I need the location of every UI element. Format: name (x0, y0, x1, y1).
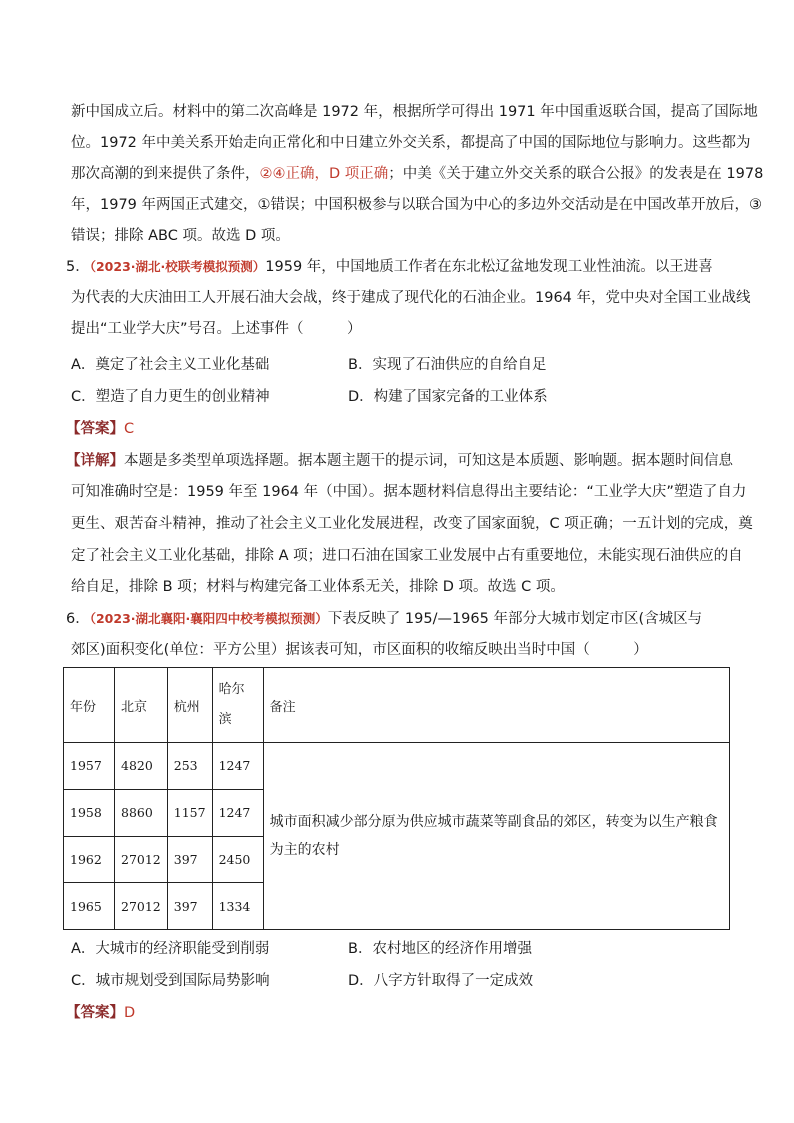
question-source: （2023·湖北·校联考模拟预测） (89, 259, 266, 274)
table-cell: 1247 (212, 743, 263, 790)
table-cell: 397 (167, 836, 212, 883)
header-cell: 年份 (64, 668, 115, 743)
answer-line (66, 419, 134, 439)
header-cell: 北京 (115, 668, 168, 743)
answer-label: 【答案】 (66, 1005, 124, 1021)
table-cell: 8860 (115, 789, 168, 836)
question-text: 下表反映了 195/—1965 年部分大城市划定市区(含城区与 (327, 611, 703, 627)
detail-line: 定了社会主义工业化基础，排除 A 项；进口石油在国家工业发展中占有重要地位，未能实现石油供应的自 (71, 548, 743, 564)
table-note-cell: 城市面积减少部分原为供应城市蔬菜等副食品的郊区，转变为以生产粮食为主的农村 (263, 743, 729, 930)
option-c: C．城市规划受到国际局势影响 (71, 973, 270, 989)
table-cell: 1958 (64, 789, 115, 836)
header-cell: 哈尔滨 (212, 668, 263, 743)
header-cell: 杭州 (167, 668, 212, 743)
option-b: B．农村地区的经济作用增强 (348, 941, 532, 957)
option-d: D．构建了国家完备的工业体系 (348, 389, 548, 405)
detail-label: 【详解】 (66, 453, 124, 469)
table-cell: 2450 (212, 836, 263, 883)
question-line: 郊区)面积变化(单位：平方公里）据该表可知，市区面积的收缩反映出当时中国（ ） (71, 642, 648, 658)
table-cell: 397 (167, 883, 212, 930)
explanation-line (71, 164, 763, 184)
table-cell: 27012 (115, 883, 168, 930)
table-cell: 1334 (212, 883, 263, 930)
question-line: 提出“工业学大庆”号召。上述事件（ ） (71, 321, 362, 337)
answer-line (66, 1003, 135, 1023)
option-a: A．奠定了社会主义工业化基础 (71, 357, 270, 373)
explanation-text: 那次高潮的到来提供了条件， (71, 166, 260, 182)
table-row (64, 743, 730, 790)
question-5-stem (66, 257, 713, 277)
option-a: A．大城市的经济职能受到削弱 (71, 941, 270, 957)
option-b: B．实现了石油供应的自给自足 (348, 357, 547, 373)
detail-line: 可知准确时空是：1959 年至 1964 年（中国）。据本题材料信息得出主要结论：“工业学大庆”塑造了自力 (71, 484, 747, 500)
answer-value: C (124, 421, 135, 437)
table-cell: 4820 (115, 743, 168, 790)
explanation-line: 位。1972 年中美关系开始走向正常化和中日建立外交关系，都提高了中国的国际地位与影响力。这些都为 (71, 135, 751, 151)
table-cell: 253 (167, 743, 212, 790)
table-cell: 1962 (64, 836, 115, 883)
table-cell: 1965 (64, 883, 115, 930)
question-number: 6． (66, 611, 90, 627)
option-c: C．塑造了自力更生的创业精神 (71, 389, 270, 405)
question-6-stem (66, 609, 702, 629)
table-cell: 1957 (64, 743, 115, 790)
question-number: 5． (66, 259, 90, 275)
question-text: 1959 年，中国地质工作者在东北松辽盆地发现工业性油流。以王进喜 (265, 259, 713, 275)
explanation-line: 新中国成立后。材料中的第二次高峰是 1972 年，根据所学可得出 1971 年中国重返联合国，提高了国际地 (71, 104, 758, 120)
question-line: 为代表的大庆油田工人开展石油大会战，终于建成了现代化的石油企业。1964 年，党中央对全国工业战线 (71, 290, 751, 306)
explanation-line: 年，1979 年两国正式建交，①错误；中国积极参与以联合国为中心的多边外交活动是在中国改革开放后，③ (71, 197, 763, 213)
table-cell: 27012 (115, 836, 168, 883)
question-source: （2023·湖北襄阳·襄阳四中校考模拟预测） (89, 611, 328, 626)
answer-value: D (124, 1005, 136, 1021)
table-cell: 1247 (212, 789, 263, 836)
explanation-highlight: ②④正确，D 项正确 (259, 166, 389, 182)
table-cell: 1157 (167, 789, 212, 836)
detail-line: 更生、艰苦奋斗精神，推动了社会主义工业化发展进程，改变了国家面貌，C 项正确；一五计划的完成，奠 (71, 516, 753, 532)
detail-text: 本题是多类型单项选择题。据本题主题干的提示词，可知这是本质题、影响题。据本题时间信息 (124, 453, 733, 469)
explanation-line: 错误；排除 ABC 项。故选 D 项。 (71, 228, 290, 244)
header-cell: 备注 (263, 668, 729, 743)
answer-label: 【答案】 (66, 421, 124, 437)
explanation-text: ；中美《关于建立外交关系的联合公报》的发表是在 1978 (388, 166, 764, 182)
detail-line: 给自足，排除 B 项；材料与构建完备工业体系无关，排除 D 项。故选 C 项。 (71, 579, 565, 595)
city-area-table (63, 667, 730, 930)
table-header-row (64, 668, 730, 743)
option-d: D．八字方针取得了一定成效 (348, 973, 534, 989)
detail-line (66, 451, 733, 471)
